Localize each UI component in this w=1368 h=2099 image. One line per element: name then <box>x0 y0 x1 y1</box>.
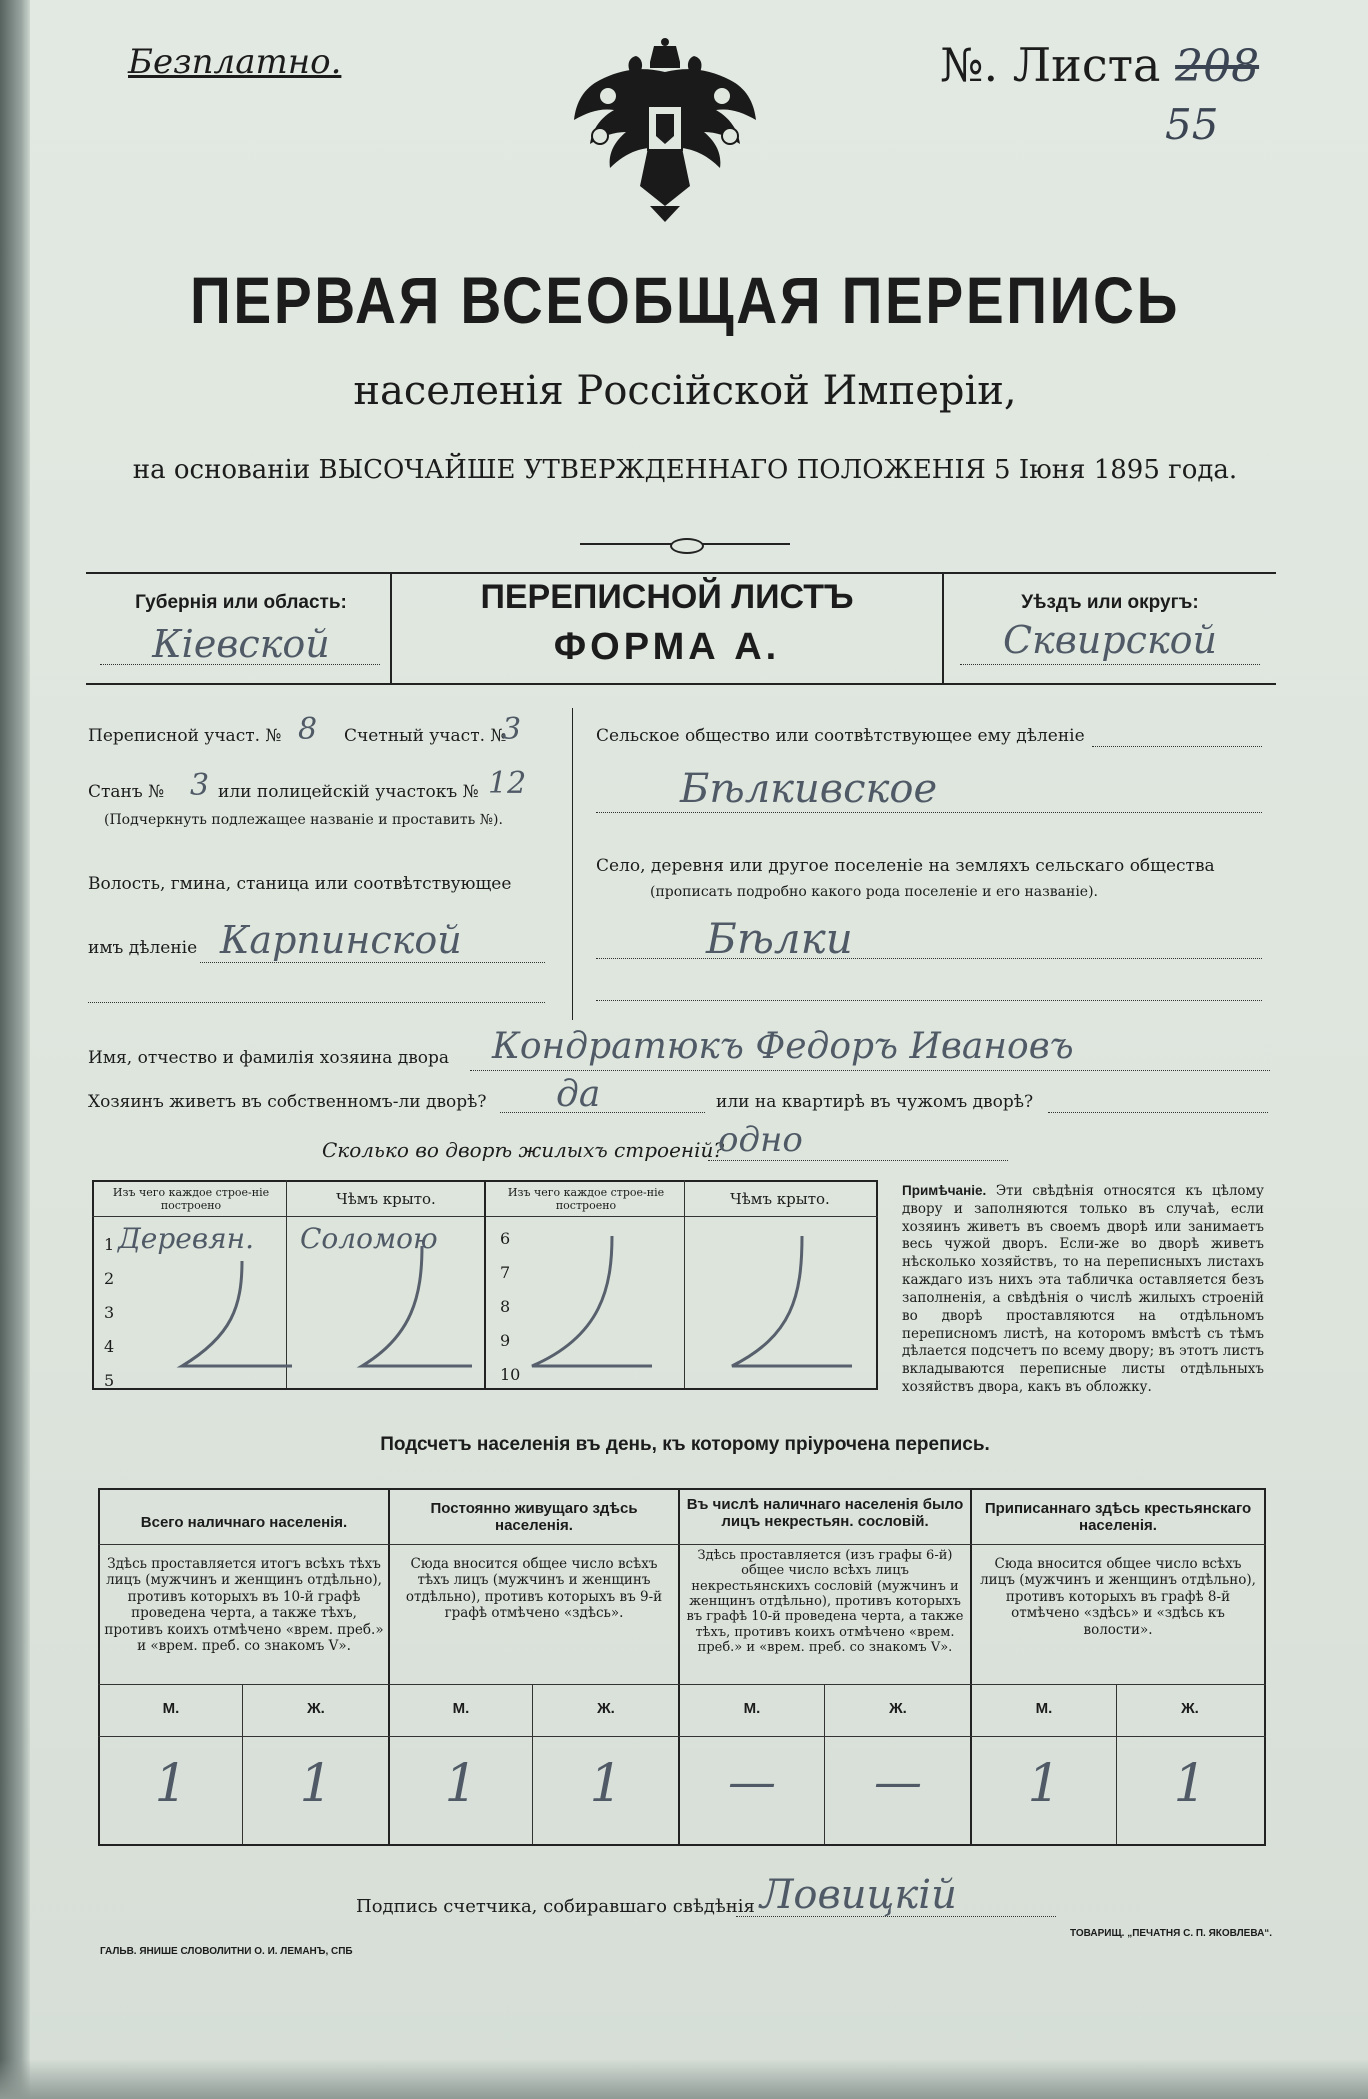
population-col1-head: Всего наличнаго населенія. <box>140 1514 348 1531</box>
volost-label-part3: имъ дѣленіе <box>88 938 198 958</box>
buildings-row-number: 3 <box>104 1303 115 1322</box>
buildings-row-number: 7 <box>500 1263 511 1282</box>
population-col2-zh-label: Ж. <box>597 1700 615 1717</box>
population-col3-body: Здѣсь проставляется (изъ графы 6-й) общее число всѣхъ лицъ некрестьянскихъ сословій (мужчинъ и женщинъ отдѣльно), противъ которыхъ въ графѣ 10-й проведена черта, а также тѣхъ, противъ коихъ отмѣчено «врем. преб.» и «врем. преб. со знакомъ V». <box>686 1548 964 1655</box>
buildings-underline <box>708 1160 1008 1161</box>
form-header-bottom-rule <box>86 683 1276 685</box>
uezd-underline <box>960 664 1260 665</box>
village-underline-1 <box>596 958 1262 959</box>
buildings-row-number: 8 <box>500 1297 511 1316</box>
owner-underline <box>470 1070 1270 1071</box>
stan-label: Станъ № <box>88 782 165 802</box>
buildings-table-dash-strokes <box>92 1216 878 1386</box>
population-title: Подсчетъ населенія въ день, къ которому пріурочена перепись. <box>380 1434 990 1455</box>
population-col4-zh-value: 1 <box>1173 1754 1207 1814</box>
population-col2-body: Сюда вносится общее число всѣхъ тѣхъ лицъ (мужчинъ и женщинъ отдѣльно), противъ которыхъ въ 9-й графѣ отмѣчено «здѣсь». <box>405 1556 663 1622</box>
volost-label-part2: гмина, станица или соотвѣтствующее <box>170 874 512 894</box>
note-block <box>902 1182 1264 1397</box>
census-district-value: 8 <box>298 712 318 747</box>
buildings-material-head-left: Изъ чего каждое строе-ніе построено <box>112 1186 270 1213</box>
society-underline-2 <box>596 812 1262 813</box>
society-underline-1 <box>1092 746 1262 747</box>
imperial-eagle-emblem <box>570 36 760 226</box>
population-col4-m-value: 1 <box>1027 1754 1061 1814</box>
sheet-number: 55 <box>1165 100 1219 149</box>
population-col2-head: Постоянно живущаго здѣсь населенія. <box>430 1500 638 1535</box>
population-col1-zh-label: Ж. <box>307 1700 325 1717</box>
population-col4-body: Сюда вносится общее число всѣхъ лицъ (мужчинъ и женщинъ отдѣльно), противъ которыхъ въ графѣ 8-й отмѣчено «здѣсь» и «здѣсь къ волости». <box>980 1556 1256 1638</box>
buildings-roof-head-left: Чѣмъ крыто. <box>336 1190 436 1208</box>
population-col3-head: Въ числѣ наличнаго населенія было лицъ некрестьян. сословій. <box>686 1496 964 1531</box>
own-yard-underline <box>500 1112 705 1113</box>
sheet-label-text: №. Листа <box>940 38 1161 92</box>
sheet-number-crossed: 208 <box>1175 41 1260 92</box>
village-value: Бѣлки <box>706 914 853 963</box>
rented-underline <box>1048 1112 1268 1113</box>
population-col3-zh-label: Ж. <box>889 1700 907 1717</box>
gubernia-label: Губернія или область: <box>135 592 347 613</box>
owner-label: Имя, отчество и фамилія хозяина двора <box>88 1048 450 1068</box>
volost-underline-2 <box>88 1002 545 1003</box>
buildings-material-head-right: Изъ чего каждое строе-ніе построено <box>507 1186 665 1213</box>
volost-label <box>88 874 511 894</box>
buildings-row-number: 2 <box>104 1269 115 1288</box>
fields-divider <box>572 708 573 1020</box>
uezd-label: Уѣздъ или округъ: <box>1021 592 1199 613</box>
population-head-rule <box>98 1544 1266 1545</box>
population-mz-divider-1 <box>242 1684 243 1844</box>
buildings-row-number: 10 <box>500 1365 521 1384</box>
signature-underline <box>736 1916 1056 1917</box>
note-title: Примѣчаніе. <box>902 1183 987 1198</box>
village-underline-2 <box>596 1000 1262 1001</box>
volost-underline <box>200 962 545 963</box>
population-mz-divider-3 <box>824 1684 825 1844</box>
population-col1-zh-value: 1 <box>299 1754 333 1814</box>
population-col3-m-label: М. <box>743 1700 761 1717</box>
buildings-label: Сколько во дворѣ жилыхъ строеній? <box>322 1138 725 1162</box>
main-title: ПЕРВАЯ ВСЕОБЩАЯ ПЕРЕПИСЬ <box>190 263 1180 337</box>
signature-label: Подпись счетчика, собиравшаго свѣдѣнія <box>356 1896 755 1917</box>
stan-note: (Подчеркнуть подлежащее названіе и проставить №). <box>104 812 503 828</box>
population-mz-divider-4 <box>1116 1684 1117 1844</box>
population-col2-zh-value: 1 <box>589 1754 623 1814</box>
stan-value: 3 <box>190 768 210 803</box>
footer-right: ТОВАРИЩ. „ПЕЧАТНЯ С. П. ЯКОВЛЕВА“. <box>1070 1928 1273 1939</box>
page-edge-shadow <box>0 2059 1368 2099</box>
population-col2-m-value: 1 <box>444 1754 478 1814</box>
buildings-row1-roof: Соломою <box>300 1222 438 1255</box>
population-col3-m-value: — <box>728 1754 776 1810</box>
society-label: Сельское общество или соотвѣтствующее ему дѣленіе <box>596 726 1085 746</box>
buildings-row-number: 5 <box>104 1371 115 1390</box>
buildings-row-number: 4 <box>104 1337 115 1356</box>
signature-value: Ловицкій <box>760 1872 957 1918</box>
volost-value: Карпинской <box>220 918 462 962</box>
population-mz-divider-2 <box>532 1684 533 1844</box>
note-text: Эти свѣдѣнія относятся къ цѣлому двору и заполняются только въ случаѣ, если хозяинъ живетъ въ своемъ дворѣ или занимаетъ весь чужой дворъ. Если-же во дворѣ живетъ нѣсколько хозяйствъ, то на переписныхъ листахъ каждаго изъ нихъ эта табличка оставляется безъ заполненія, а свѣдѣнія о числѣ жилыхъ строеній во дворѣ проставляются на отдѣльномъ переписномъ листѣ, на которомъ вмѣстѣ съ тѣмъ дѣлается подсчетъ по всему двору; въ этотъ листъ вкладываются переписные листы отдѣльныхъ хозяйствъ двора, какъ въ обложку. <box>902 1183 1264 1395</box>
uezd-value: Сквирской <box>1002 618 1217 662</box>
society-value: Бѣлкивское <box>680 766 938 812</box>
form-subtitle: ФОРМА А. <box>553 626 781 668</box>
free-label: Безплатно. <box>128 42 342 82</box>
population-col1-m-label: М. <box>162 1700 180 1717</box>
volost-label-part1: Волость, <box>88 874 166 894</box>
population-mz-rule <box>98 1736 1266 1737</box>
buildings-row-number: 1 <box>104 1235 115 1254</box>
population-col4-zh-label: Ж. <box>1181 1700 1199 1717</box>
subtitle: населенія Россійской Имперіи, <box>353 368 1017 414</box>
buildings-row1-material: Деревян. <box>118 1222 255 1255</box>
sheet-label <box>940 38 1259 92</box>
population-col2-m-label: М. <box>452 1700 470 1717</box>
buildings-roof-head-right: Чѣмъ крыто. <box>730 1190 830 1208</box>
census-district-label: Переписной участ. № <box>88 726 282 746</box>
form-title: ПЕРЕПИСНОЙ ЛИСТЪ <box>480 578 854 616</box>
book-spine <box>0 0 30 2099</box>
ornament-divider <box>580 538 790 550</box>
population-body-rule <box>98 1684 1266 1685</box>
population-col3-zh-value: — <box>874 1754 922 1810</box>
form-header-divider-right <box>942 572 944 685</box>
buildings-row-number: 6 <box>500 1229 511 1248</box>
police-value: 12 <box>488 766 527 801</box>
buildings-row-number: 9 <box>500 1331 511 1350</box>
footer-left: ГАЛЬВ. ЯНИШЕ СЛОВОЛИТНИ О. И. ЛЕМАНЪ, СПБ <box>100 1946 353 1957</box>
gubernia-underline <box>100 664 380 665</box>
police-label: или полицейскій участокъ № <box>218 782 479 802</box>
basis-line: на основаніи ВЫСОЧАЙШЕ УТВЕРЖДЕННАГО ПОЛОЖЕНІЯ 5 Іюня 1895 года. <box>132 455 1238 485</box>
village-label: Село, деревня или другое поселеніе на земляхъ сельскаго общества <box>596 856 1215 876</box>
own-yard-value: да <box>556 1074 601 1115</box>
village-note: (прописать подробно какого рода поселеніе и его названіе). <box>650 884 1098 900</box>
population-col1-body: Здѣсь проставляется итогъ всѣхъ тѣхъ лицъ (мужчинъ и женщинъ отдѣльно), противъ которыхъ въ 10-й графѣ проведена черта, а также тѣхъ, противъ коихъ отмѣчено «врем. преб.» и «врем. преб. со знакомъ V». <box>104 1556 384 1655</box>
owner-value: Кондратюкъ Федоръ Ивановъ <box>492 1026 1074 1067</box>
population-col1-m-value: 1 <box>154 1754 188 1814</box>
rented-label: или на квартирѣ въ чужомъ дворѣ? <box>716 1092 1034 1112</box>
population-col4-head: Приписаннаго здѣсь крестьянскаго населенія. <box>984 1500 1252 1535</box>
buildings-value: одно <box>718 1120 803 1160</box>
counting-district-label: Счетный участ. № <box>344 726 507 746</box>
gubernia-value: Кіевской <box>152 622 330 666</box>
form-header-top-rule <box>86 572 1276 574</box>
population-col4-m-label: М. <box>1035 1700 1053 1717</box>
counting-district-value: 3 <box>502 712 522 747</box>
own-yard-label: Хозяинъ живетъ въ собственномъ-ли дворѣ? <box>88 1092 487 1112</box>
